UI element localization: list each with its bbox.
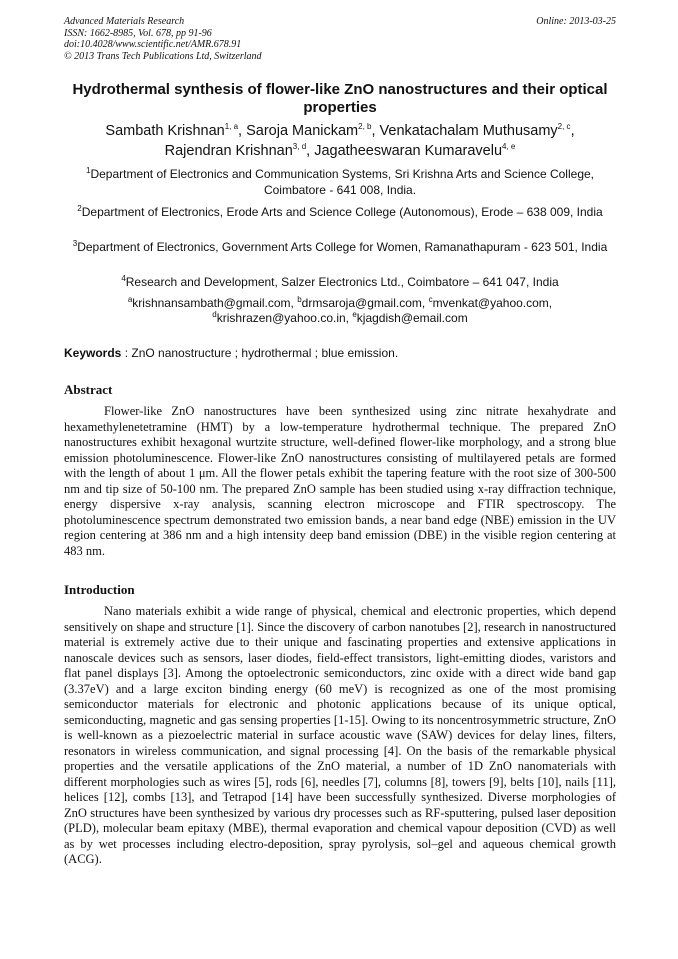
affiliation-text: Department of Electronics, Erode Arts and Science College (Autonomous), Erode – 638 009, India [81,205,603,219]
author-list [64,121,616,161]
email-address[interactable]: kjagdish@email.com [356,311,468,325]
affiliation-text: Department of Electronics and Communication Systems, Sri Krishna Arts and Science College, Coimbatore - 641 008, India. [90,167,594,197]
author-affil-mark: 2, c [557,122,571,132]
affiliation [64,204,616,220]
author-affil-mark: 2, b [358,122,372,132]
affiliation [64,239,616,255]
author [105,123,246,139]
issn-line: ISSN: 1662-8985, Vol. 678, pp 91-96 [64,27,212,39]
author-separator: , [238,123,247,139]
author-name: Saroja Manickam [246,123,359,139]
email-address[interactable]: mvenkat@yahoo.com [432,296,549,310]
affiliation-number: 1 [85,166,91,175]
journal-name: Advanced Materials Research [64,16,185,27]
doi-line: doi:10.4028/www.scientific.net/AMR.678.91 [64,39,242,50]
author-affil-mark: 1, a [224,122,239,132]
copyright-line: © 2013 Trans Tech Publications Ltd, Switzerland [64,50,262,62]
author [380,123,575,139]
email-mark: c [428,295,433,304]
abstract-heading: Abstract [64,382,113,397]
author-affil-mark: 4, e [502,142,516,152]
keywords-label: Keywords [64,346,122,360]
paper-title: Hydrothermal synthesis of flower-like ZnO nanostructures and their optical properties [72,81,608,116]
affiliation-number: 4 [121,274,126,283]
author-separator: , [570,123,575,139]
affiliation [64,274,616,290]
affiliation-text: Research and Development, Salzer Electronics Ltd., Coimbatore – 641 047, India [125,275,559,289]
email-address[interactable]: krishrazen@yahoo.co.in [216,311,346,325]
author [165,143,315,159]
author [314,143,515,159]
email-address[interactable]: drmsaroja@gmail.com [301,296,422,310]
author-name: Venkatachalam Muthusamy [379,123,558,139]
email-mark: a [127,295,133,304]
online-date: Online: 2013-03-25 [536,16,616,27]
journal-header [64,16,616,62]
affiliation-number: 3 [72,239,78,248]
author-name: Jagatheeswaran Kumaravelu [314,143,503,159]
author-separator: , [306,143,315,159]
author-separator: , [371,123,380,139]
introduction-heading: Introduction [64,582,135,597]
email-mark: b [297,295,302,304]
author-affil-mark: 3, d [292,142,307,152]
author [246,123,379,139]
email-mark: d [212,310,217,319]
keywords-text: : ZnO nanostructure ; hydrothermal ; blue emission. [121,346,399,360]
email-mark: e [352,310,357,319]
abstract-text: Flower-like ZnO nanostructures have been synthesized using zinc nitrate hexahydrate and hexamethylenetetramine (HMT) by a low-temperature hydrothermal technique. The prepared ZnO nanostructures exhibit hexagonal wurtzite structure, well-defined flower-like morphology, and a strong blue emission photoluminescence. Flower-like ZnO nanostructures consisting of multilayered petals are formed with the length of about 1 μm. All the flower petals exhibit the tapering feature with the root size of 300-500 nm and tip size of 50-100 nm. The prepared ZnO sample has been studied using x-ray diffraction technique, energy dispersive x-ray analysis, scanning electron microscope and FTIR spectroscopy. The photoluminescence spectrum demonstrated two emission bands, a near band edge (NBE) emission in the UV region centering at 386 nm and a high intensity deep band emission (DBE) in the visible region centering at 483 nm. [64,404,616,558]
author-name: Rajendran Krishnan [164,143,293,159]
email-address[interactable]: krishnansambath@gmail.com [132,296,291,310]
affiliation [64,166,616,198]
author-name: Sambath Krishnan [105,123,225,139]
keywords-line [64,346,616,360]
introduction-text: Nano materials exhibit a wide range of physical, chemical and electronic properties, which depend sensitively on shape and structure [1]. Since the discovery of carbon nanotubes [2], research in nanostructured material is extremely active due to their unique and fascinating properties and extensive applications in nanoscale devices such as sensors, laser diodes, field-effect transistors, light-emitting diodes, varistors and flat panel displays [3]. Among the optoelectronic semiconductors, zinc oxide with a direct wide band gap (3.37eV) and a large exciton binding energy (60 meV) is recognized as one of the most promising semiconductor materials for electronic and photonic applications because of its unique optical, semiconducting, magnetic and gas sensing properties [1-15]. Owing to its noncentrosymmetric structure, ZnO is well-known as a piezoelectric material in surface acoustic wave (SAW) devices for delay lines, filters, resonators in wireless communication, and signal processing [4]. On the basis of the remarkable physical properties and the versatile applications of the ZnO material, a number of 1D ZnO nanomaterials with different morphologies such as wires [5], rods [6], needles [7], columns [8], towers [9], belts [10], nails [11], helices [12], combs [13], and Tetrapod [14] have been successfully synthesized. Diverse morphologies of ZnO structures have been synthesized by various dry processes such as RF-sputtering, pulsed laser deposition (PLD), molecular beam epitaxy (MBE), thermal evaporation and chemical vapour deposition (CVD) as well as by wet processes including electro-deposition, spray pyrolysis, sol–gel and aqueous chemical growth (ACG). [64,604,616,866]
affiliation-number: 2 [77,204,82,213]
affiliation-text: Department of Electronics, Government Arts College for Women, Ramanathapuram - 623 501, India [77,240,608,254]
email-list: $^a$krishnansambath@gmail.com, $^b$drmsaroja@gmail.com, $^c$mvenkat@yahoo.com, $^d$krishrazen@yahoo.co.in, $^e$kjagdish@email.com [127,295,553,325]
